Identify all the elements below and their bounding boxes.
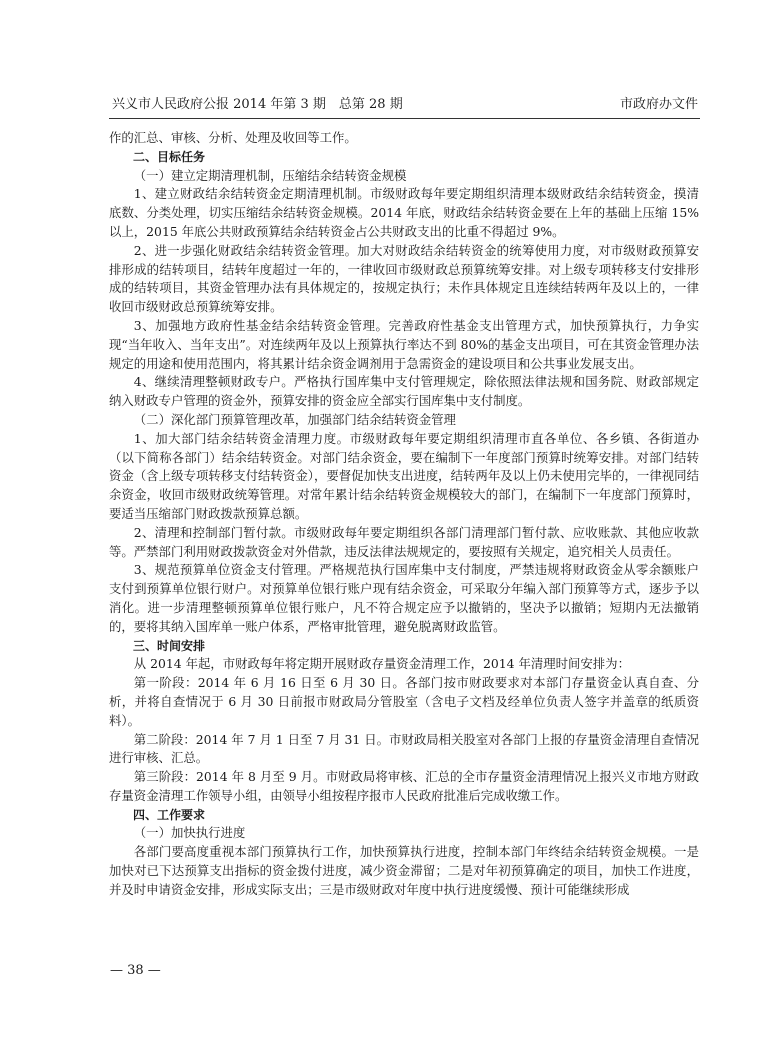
header-publication-title: 兴义市人民政府公报 2014 年第 3 期 总第 28 期	[112, 97, 403, 112]
paragraph: 第二阶段：2014 年 7 月 1 日至 7 月 31 日。市财政局相关股室对各部门上报的存量资金清理自查情况进行审核、汇总。	[109, 731, 699, 766]
section-heading: 四、工作要求	[133, 807, 206, 822]
page-header	[112, 95, 698, 115]
paragraph: 作的汇总、审核、分析、处理及收回等工作。	[109, 130, 357, 145]
subsection-heading: （一）建立定期清理机制，压缩结余结转资金规模	[133, 167, 407, 183]
subsection-heading: （二）深化部门预算管理改革，加强部门结余结转资金管理	[133, 411, 456, 427]
paragraph: 4、继续清理整顿财政专户。严格执行国库集中支付管理规定，除依照法律法规和国务院、财政部规定纳入财政专户管理的资金外，预算安排的资金应全部实行国库集中支付制度。	[109, 374, 699, 409]
paragraph: 从 2014 年起，市财政每年将定期开展财政存量资金清理工作，2014 年清理时间安排为：	[133, 656, 630, 672]
paragraph: 2、进一步强化财政结余结转资金管理。加大对财政结余结转资金的统筹使用力度，对市级财政预算安排形成的结转项目，结转年度超过一年的，一律收回市级财政总预算统筹安排。对上级专项转移支付安排形成的结转项目，其资金管理办法有具体规定的，按规定执行；未作具体规定且连续结转两年及以上的，一律收回市级财政总预算统筹安排。	[109, 242, 699, 315]
header-rule	[109, 118, 700, 119]
section-heading: 三、时间安排	[133, 638, 206, 653]
paragraph: 2、清理和控制部门暂付款。市级财政每年要定期组织各部门清理部门暂付款、应收账款、其他应收款等。严禁部门利用财政拨款资金对外借款，违反法律法规规定的，要按照有关规定，追究相关人员责任。	[109, 524, 699, 559]
page-number: — 38 —	[110, 963, 161, 978]
document-body	[109, 129, 699, 900]
paragraph: 1、建立财政结余结转资金定期清理机制。市级财政每年要定期组织清理本级财政结余结转资金，摸清底数、分类处理，切实压缩结余结转资金规模。2014 年底，财政结余结转资金要在上年的基础上压缩 15%以上，2015 年底公共财政预算结余结转资金占公共财政支出的比重不得超过 9%。	[109, 186, 699, 239]
paragraph: 第三阶段：2014 年 8 月至 9 月。市财政局将审核、汇总的全市存量资金清理情况上报兴义市地方财政存量资金清理工作领导小组，由领导小组按程序报市人民政府批准后完成收缴工作。	[109, 769, 699, 803]
section-heading: 二、目标任务	[133, 149, 206, 164]
paragraph: 3、加强地方政府性基金结余结转资金管理。完善政府性基金支出管理方式，加快预算执行，力争实现“当年收入、当年支出”。对连续两年及以上预算执行率达不到 80%的基金支出项目，可在其资金管理办法规定的用途和使用范围内，将其累计结余资金调剂用于急需资金的建设项目和公共事业发展支出。	[109, 317, 699, 371]
paragraph: 1、加大部门结余结转资金清理力度。市级财政每年要定期组织清理市直各单位、各乡镇、各街道办（以下简称各部门）结余结转资金。对部门结余资金，要在编制下一年度部门预算时统筹安排。对部门结转资金（含上级专项转移支付结转资金），要督促加快支出进度，结转两年及以上仍未使用完毕的，一律视同结余资金，收回市级财政统筹管理。对常年累计结余结转资金规模较大的部门，在编制下一年度部门预算时，要适当压缩部门财政拨款预算总额。	[109, 430, 699, 521]
paragraph: 各部门要高度重视本部门预算执行工作，加快预算执行进度，控制本部门年终结余结转资金规模。一是加快对已下达预算支出指标的资金拨付进度，减少资金滞留；二是对年初预算确定的项目，加快工作进度，并及时申请资金安排，形成实际支出；三是市级财政对年度中执行进度缓慢、预计可能继续形成	[109, 844, 699, 897]
header-section-label: 市政府办文件	[619, 97, 698, 112]
subsection-heading: （一）加快执行进度	[133, 825, 246, 841]
paragraph: 3、规范预算单位资金支付管理。严格规范执行国库集中支付制度，严禁违规将财政资金从零余额账户支付到预算单位银行财户。对预算单位银行账户现有结余资金，可采取分年编入部门预算等方式，逐步予以消化。进一步清理整顿预算单位银行账户，凡不符合规定应予以撤销的，坚决予以撤销；短期内无法撤销的，要将其纳入国库单一账户体系，严格审批管理，避免脱离财政监管。	[109, 562, 699, 634]
paragraph: 第一阶段：2014 年 6 月 16 日至 6 月 30 日。各部门按市财政要求对本部门存量资金认真自查、分析，并将自查情况于 6 月 30 日前报市财政局分管股室（含电子文档及经单位负责人签字并盖章的纸质资料）。	[109, 675, 699, 728]
